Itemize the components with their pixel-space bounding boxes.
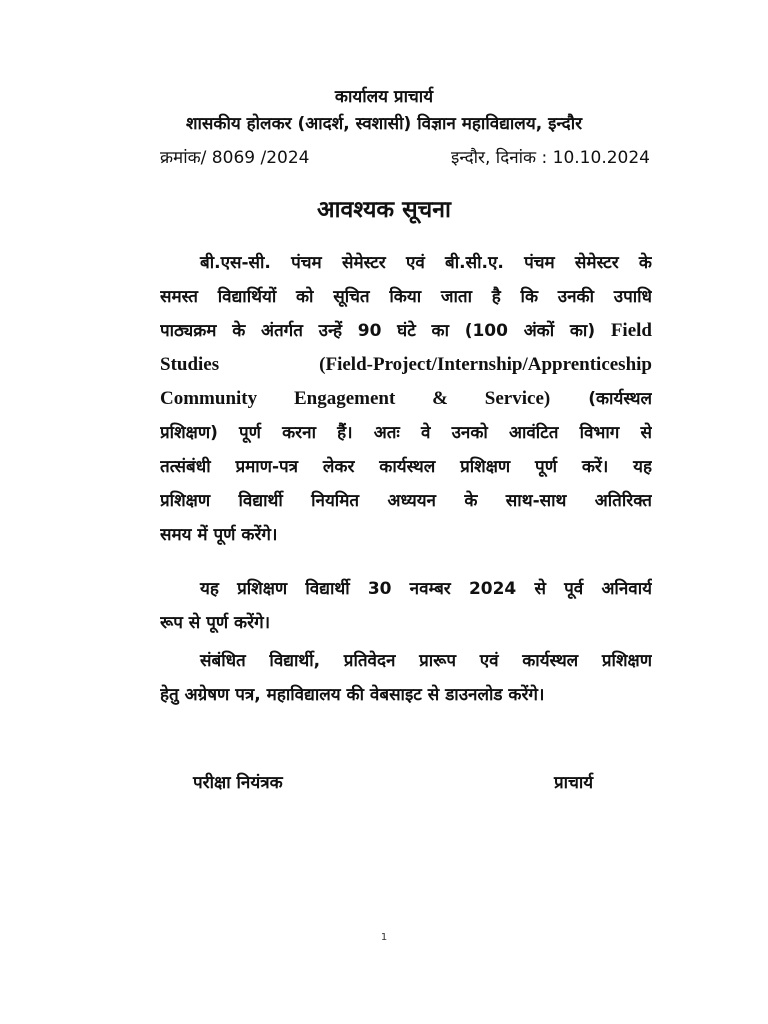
paragraph-line: प्रशिक्षण विद्यार्थी नियमित अध्ययन के साथ-साथ अतिरिक्त xyxy=(160,491,652,511)
notice-paragraph-2 xyxy=(160,572,652,640)
paragraph-line xyxy=(160,382,652,416)
signature-principal: प्राचार्य xyxy=(554,773,594,793)
paragraph-line-part: (कार्यस्थल xyxy=(588,389,652,409)
paragraph-line: संबंधित विद्यार्थी, प्रतिवेदन प्रारूप एवं कार्यस्थल प्रशिक्षण xyxy=(200,651,652,671)
paragraph-line-part: Field xyxy=(610,320,652,341)
signature-exam-controller: परीक्षा नियंत्रक xyxy=(193,773,283,793)
paragraph-line: प्रशिक्षण) पूर्ण करना हैं। अतः वे उनको आवंटित विभाग से xyxy=(160,423,652,443)
office-title: कार्यालय प्राचार्य xyxy=(334,87,434,107)
notice-paragraph-3 xyxy=(160,644,652,712)
paragraph-line: रूप से पूर्ण करेंगे। xyxy=(160,613,271,633)
paragraph-line: समस्त विद्यार्थियों को सूचित किया जाता है कि उनकी उपाधि xyxy=(160,287,652,307)
paragraph-line-part: पाठ्यक्रम के अंतर्गत उन्हें 90 घंटे का (100 अंकों का) xyxy=(160,321,596,341)
paragraph-line: Studies (Field-Project/Internship/Apprenticeship xyxy=(160,354,652,375)
notice-heading: आवश्यक सूचना xyxy=(317,197,451,223)
notice-paragraph-1 xyxy=(160,246,652,552)
place-and-date: इन्दौर, दिनांक : 10.10.2024 xyxy=(451,148,650,168)
paragraph-line xyxy=(160,314,652,348)
paragraph-line-part: Community Engagement & Service) xyxy=(160,388,551,409)
paragraph-line: हेतु अग्रेषण पत्र, महाविद्यालय की वेबसाइट से डाउनलोड करेंगे। xyxy=(160,685,545,705)
paragraph-line: तत्संबंधी प्रमाण-पत्र लेकर कार्यस्थल प्रशिक्षण पूर्ण करें। यह xyxy=(160,457,652,477)
college-name: शासकीय होलकर (आदर्श, स्वशासी) विज्ञान महाविद्यालय, इन्दौर xyxy=(185,114,583,134)
reference-number: क्रमांक/ 8069 /2024 xyxy=(160,148,310,168)
paragraph-line: बी.एस-सी. पंचम सेमेस्टर एवं बी.सी.ए. पंचम सेमेस्टर के xyxy=(200,253,652,273)
paragraph-line: समय में पूर्ण करेंगे। xyxy=(160,525,278,545)
paragraph-line: यह प्रशिक्षण विद्यार्थी 30 नवम्बर 2024 से पूर्व अनिवार्य xyxy=(200,579,652,599)
page-number: 1 xyxy=(380,932,388,943)
